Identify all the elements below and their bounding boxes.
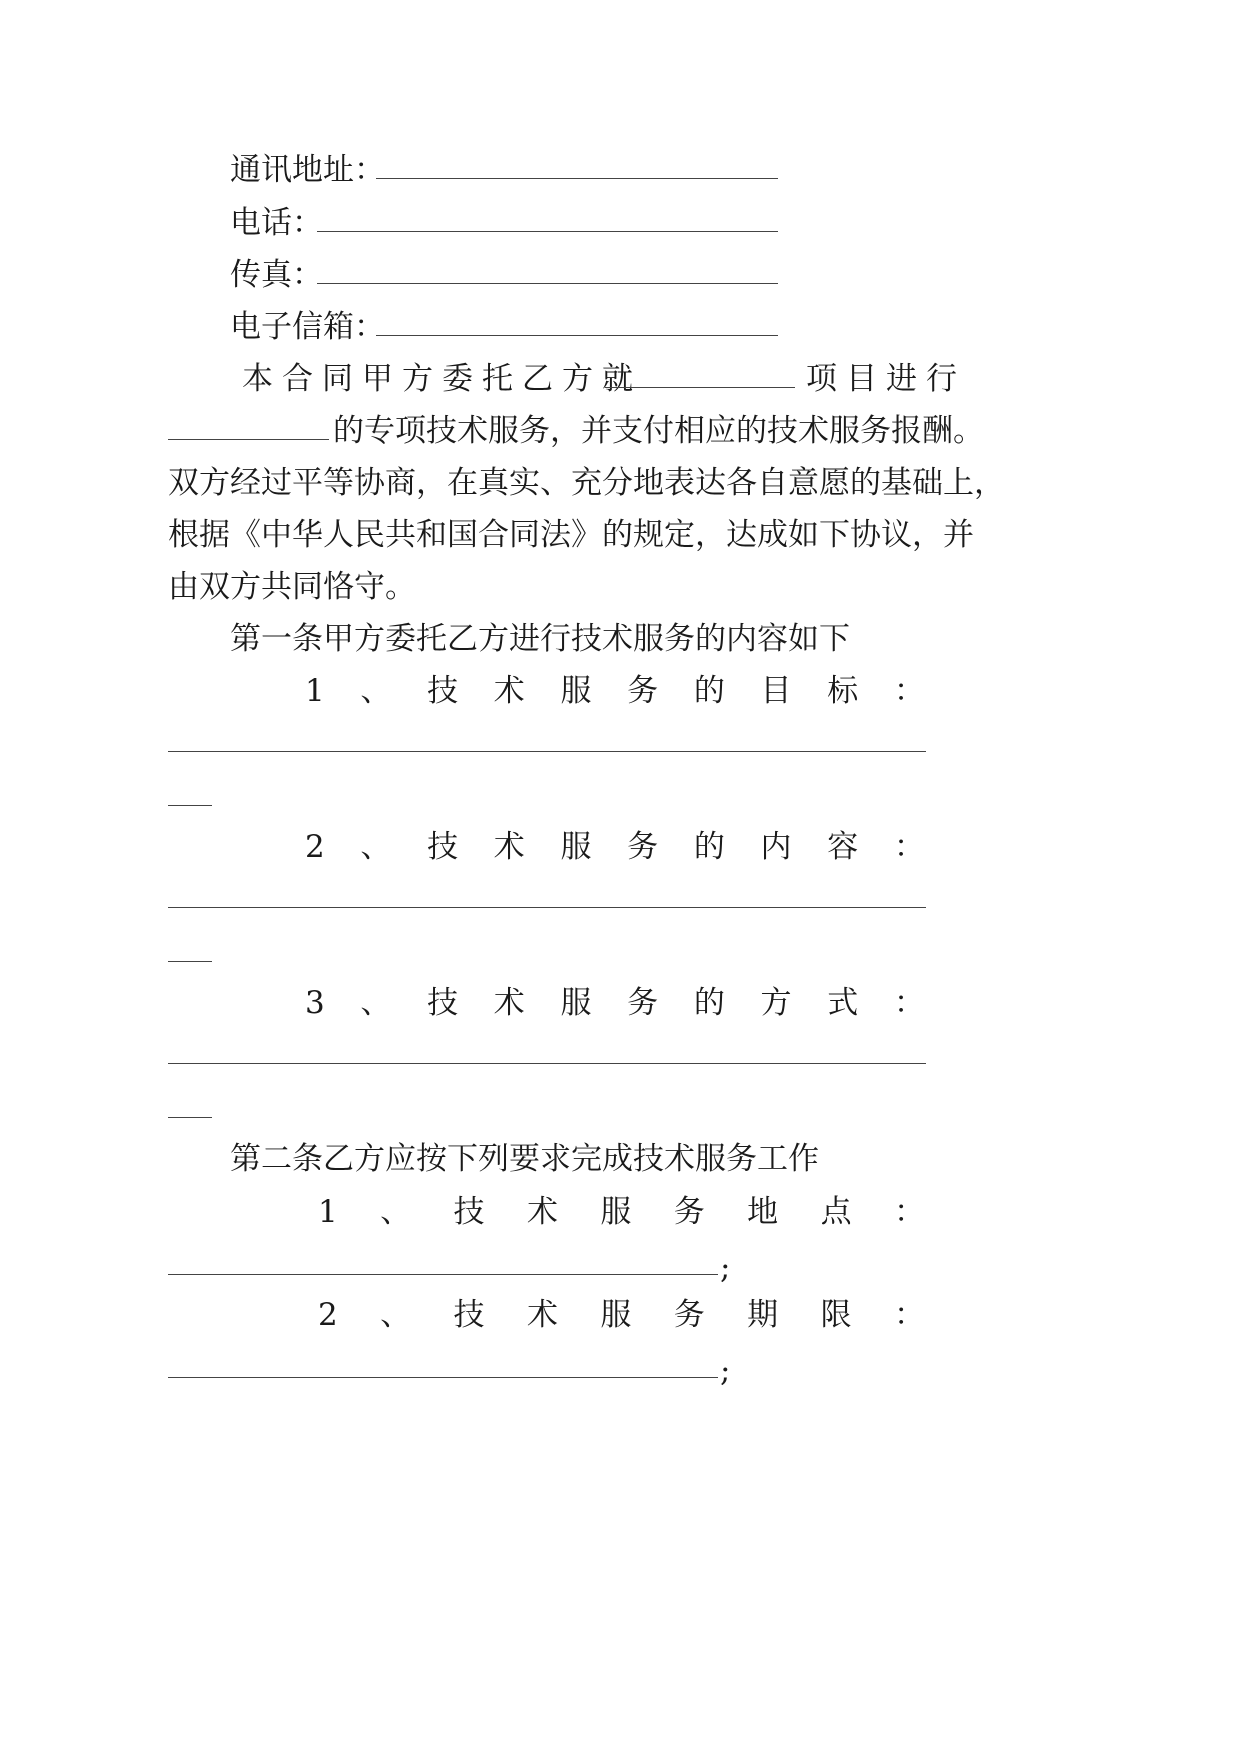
item-char: 技 [453,1194,485,1230]
item-char: 术 [493,985,525,1021]
item-char: 、 [360,985,392,1021]
service-type-blank[interactable] [168,439,329,440]
article1-item1-blank-cont[interactable] [168,805,212,806]
item-char: ： [893,1194,925,1230]
item-char: 的 [693,985,725,1021]
item-char: 式 [827,985,859,1021]
project-name-blank[interactable] [605,387,795,388]
article2-title: 第二条乙方应按下列要求完成技术服务工作 [230,1141,819,1177]
item-char: 内 [760,829,792,865]
item-char: 的 [693,829,725,865]
article2-item1 [318,1192,925,1232]
item-char: 、 [380,1194,412,1230]
item-char: 、 [360,829,392,865]
article1-title: 第一条甲方委托乙方进行技术服务的内容如下 [230,621,850,657]
item-char: 术 [526,1194,558,1230]
item-char: 服 [600,1194,632,1230]
item-char: 限 [820,1297,852,1333]
item-char: 2 [305,829,325,865]
item-char: 、 [360,673,392,709]
item-char: 服 [560,985,592,1021]
item-char: 术 [526,1297,558,1333]
article1-item2-blank[interactable] [168,907,926,908]
item-char: 技 [427,985,459,1021]
item-char: 的 [693,673,725,709]
item-char: 技 [453,1297,485,1333]
item-char: 2 [318,1297,338,1333]
phone-blank[interactable] [317,231,778,232]
item-char: 服 [600,1297,632,1333]
item-char: 3 [305,985,325,1021]
phone-label: 电话： [230,205,323,241]
address-label: 通讯地址： [230,152,385,188]
item-char: 点 [820,1194,852,1230]
item-char: 地 [747,1194,779,1230]
item-char: 务 [627,985,659,1021]
intro-part2: 项目进行 [806,361,966,397]
article2-item1-blank[interactable] [168,1274,718,1275]
item-char: ： [893,673,925,709]
item-char: 服 [560,829,592,865]
article1-item2 [305,827,925,867]
item-char: 务 [627,829,659,865]
fax-blank[interactable] [317,283,778,284]
item-char: 务 [673,1297,705,1333]
article2-item1-terminator: ; [720,1250,731,1286]
item-char: 术 [493,829,525,865]
item-char: 1 [318,1194,338,1230]
intro-part1: 本合同甲方委托乙方就 [242,361,642,397]
item-char: 技 [427,673,459,709]
intro-line4: 根据《中华人民共和国合同法》的规定，达成如下协议，并 [168,517,974,553]
item-char: 务 [673,1194,705,1230]
item-char: ： [893,829,925,865]
article1-item3-blank[interactable] [168,1063,926,1064]
article1-item1 [305,671,925,711]
article2-item2-terminator: ; [720,1353,731,1389]
intro-line2: 的专项技术服务，并支付相应的技术服务报酬。 [333,413,984,449]
item-char: 标 [827,673,859,709]
item-char: 术 [493,673,525,709]
item-char: 目 [760,673,792,709]
fax-label: 传真： [230,257,323,293]
intro-line5: 由双方共同恪守。 [168,569,416,605]
item-char: 技 [427,829,459,865]
article2-item2 [318,1295,925,1335]
item-char: 1 [305,673,325,709]
item-char: 务 [627,673,659,709]
article1-item3 [305,983,925,1023]
article1-item2-blank-cont[interactable] [168,961,212,962]
address-blank[interactable] [376,178,778,179]
article1-item3-blank-cont[interactable] [168,1117,212,1118]
item-char: 、 [380,1297,412,1333]
item-char: ： [893,985,925,1021]
item-char: 容 [827,829,859,865]
item-char: 期 [747,1297,779,1333]
email-blank[interactable] [376,335,778,336]
article2-item2-blank[interactable] [168,1377,718,1378]
article1-item1-blank[interactable] [168,751,926,752]
item-char: ： [893,1297,925,1333]
item-char: 方 [760,985,792,1021]
item-char: 服 [560,673,592,709]
email-label: 电子信箱： [230,309,385,345]
intro-line3: 双方经过平等协商，在真实、充分地表达各自意愿的基础上， [168,465,1005,501]
